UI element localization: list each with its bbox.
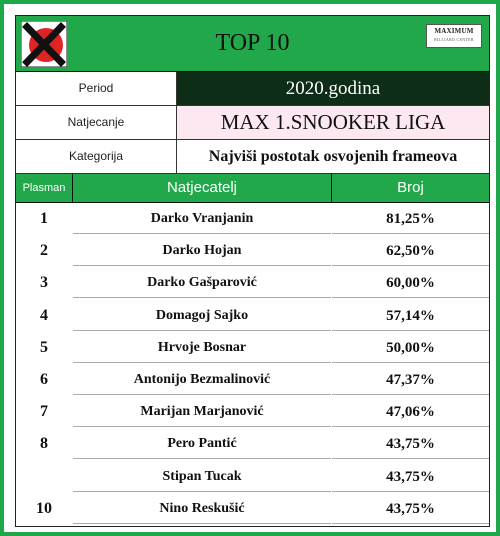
- brand-subtitle: BILLIARD CENTER: [434, 37, 474, 42]
- category-label: Kategorija: [16, 140, 177, 173]
- table-row: [16, 493, 489, 525]
- rank-cell: 2: [40, 242, 48, 260]
- table-row: [16, 300, 489, 332]
- header-bar: [16, 16, 489, 72]
- rank-cell: [16, 461, 72, 493]
- column-header-plasman: Plasman: [16, 174, 73, 202]
- table-row: [16, 203, 489, 235]
- rank-cell: 8: [40, 435, 48, 453]
- table-row: [16, 332, 489, 364]
- percentage-cell: 43,75%: [332, 428, 489, 459]
- rank-cell: 7: [40, 403, 48, 421]
- ranking-table: [16, 203, 489, 525]
- table-row: [16, 428, 489, 460]
- competitor-name-cell: Domagoj Sajko: [73, 300, 331, 331]
- competitor-name-cell: Nino Reskušić: [73, 493, 331, 524]
- percentage-cell: 60,00%: [332, 267, 489, 298]
- rank-cell: 10: [36, 499, 52, 517]
- period-label: Period: [16, 72, 177, 105]
- competition-row: [16, 106, 489, 140]
- competitor-name-cell: Marijan Marjanović: [73, 396, 331, 427]
- table-row: [16, 235, 489, 267]
- percentage-cell: 43,75%: [332, 493, 489, 524]
- percentage-cell: 57,14%: [332, 300, 489, 331]
- table-row: [16, 267, 489, 299]
- competitor-name-cell: Darko Gašparović: [73, 267, 331, 298]
- period-row: [16, 72, 489, 106]
- competitor-name-cell: Darko Hojan: [73, 235, 331, 266]
- percentage-cell: 81,25%: [332, 203, 489, 234]
- competitor-name-cell: Hrvoje Bosnar: [73, 332, 331, 363]
- column-header-broj: Broj: [397, 179, 424, 196]
- category-value: Najviši postotak osvojenih frameova: [177, 140, 489, 173]
- table-row: [16, 396, 489, 428]
- competition-label: Natjecanje: [16, 106, 177, 139]
- rank-cell: 3: [40, 274, 48, 292]
- table-row: [16, 461, 489, 493]
- percentage-cell: 47,06%: [332, 396, 489, 427]
- brand-name: MAXIMUM: [434, 27, 474, 35]
- competition-value: MAX 1.SNOOKER LIGA: [177, 106, 489, 139]
- leaderboard-card: [15, 15, 490, 527]
- rank-cell: 6: [40, 370, 48, 388]
- competitor-name-cell: Pero Pantić: [73, 428, 331, 459]
- category-row: [16, 140, 489, 174]
- competitor-name-cell: Antonijo Bezmalinović: [73, 364, 331, 395]
- column-header-natjecatelj: Natjecatelj: [73, 174, 332, 202]
- rank-cell: 5: [40, 338, 48, 356]
- rank-cell: 1: [40, 210, 48, 227]
- brand-logo: [426, 24, 482, 48]
- period-value: 2020.godina: [177, 72, 489, 105]
- competitor-name-cell: Stipan Tucak: [73, 461, 331, 492]
- percentage-cell: 47,37%: [332, 364, 489, 395]
- competitor-name-cell: Darko Vranjanin: [73, 203, 331, 234]
- rank-cell: 4: [40, 306, 48, 324]
- percentage-cell: 50,00%: [332, 332, 489, 363]
- table-header: [16, 174, 489, 203]
- percentage-cell: 43,75%: [332, 461, 489, 492]
- table-row: [16, 364, 489, 396]
- page-title: TOP 10: [215, 30, 290, 56]
- percentage-cell: 62,50%: [332, 235, 489, 266]
